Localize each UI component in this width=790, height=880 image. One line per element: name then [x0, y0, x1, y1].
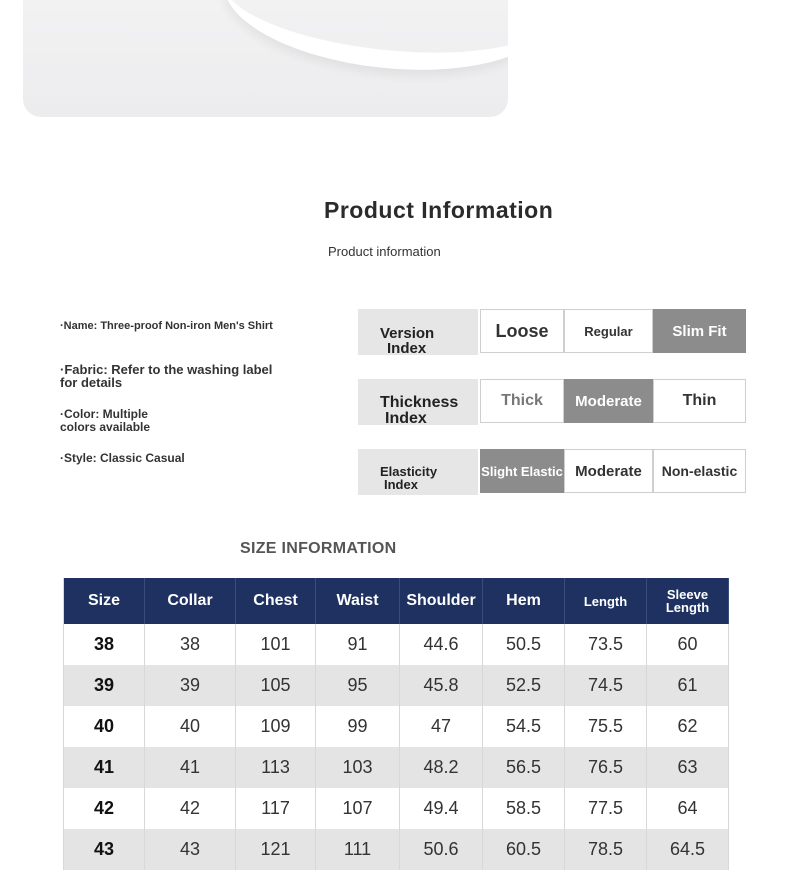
attribute-fabric: ·Fabric: Refer to the washing label for details	[60, 362, 273, 390]
column-header-chest: Chest	[236, 578, 316, 624]
table-cell: 76.5	[565, 747, 647, 788]
table-cell: 47	[400, 706, 483, 747]
table-cell: 42	[64, 788, 145, 829]
column-header-shoulder: Shoulder	[400, 578, 483, 624]
table-cell: 113	[236, 747, 316, 788]
table-cell: 56.5	[483, 747, 565, 788]
table-cell: 64.5	[647, 829, 729, 870]
table-cell: 48.2	[400, 747, 483, 788]
table-cell: 41	[145, 747, 236, 788]
table-cell: 101	[236, 624, 316, 665]
column-header-length: Length	[565, 578, 647, 624]
column-header-size: Size	[64, 578, 145, 624]
table-cell: 50.5	[483, 624, 565, 665]
table-cell: 77.5	[565, 788, 647, 829]
size-table	[63, 578, 729, 870]
table-cell: 61	[647, 665, 729, 706]
table-cell: 39	[64, 665, 145, 706]
table-cell: 52.5	[483, 665, 565, 706]
table-cell: 60	[647, 624, 729, 665]
version-option-loose: Loose	[480, 309, 564, 353]
table-cell: 107	[316, 788, 400, 829]
table-cell: 42	[145, 788, 236, 829]
table-cell: 103	[316, 747, 400, 788]
table-cell: 44.6	[400, 624, 483, 665]
table-cell: 117	[236, 788, 316, 829]
table-cell: 41	[64, 747, 145, 788]
table-cell: 38	[145, 624, 236, 665]
table-cell: 60.5	[483, 829, 565, 870]
thickness-option-moderate: Moderate	[564, 379, 653, 423]
version-option-slim-fit: Slim Fit	[653, 309, 746, 353]
page-title: Product Information	[324, 197, 554, 223]
table-row	[64, 788, 729, 829]
index-label-line: Elasticity	[380, 464, 438, 479]
table-cell: 73.5	[565, 624, 647, 665]
column-header-waist: Waist	[316, 578, 400, 624]
elasticity-option-non-elastic: Non-elastic	[653, 449, 746, 493]
page-subtitle: Product information	[328, 244, 441, 259]
table-cell: 62	[647, 706, 729, 747]
index-label-line: Index	[385, 410, 427, 427]
index-label-line: Version	[380, 325, 435, 342]
table-cell: 111	[316, 829, 400, 870]
table-cell: 43	[64, 829, 145, 870]
elasticity-index-label	[358, 449, 478, 495]
table-cell: 75.5	[565, 706, 647, 747]
attribute-name: ·Name: Three-proof Non-iron Men's Shirt	[60, 320, 273, 332]
table-cell: 40	[64, 706, 145, 747]
table-cell: 121	[236, 829, 316, 870]
table-cell: 63	[647, 747, 729, 788]
table-row	[64, 747, 729, 788]
table-cell: 58.5	[483, 788, 565, 829]
column-header-hem: Hem	[483, 578, 565, 624]
product-photo	[23, 0, 508, 117]
elasticity-option-moderate: Moderate	[564, 449, 653, 493]
table-cell: 99	[316, 706, 400, 747]
attribute-color: ·Color: Multiple colors available	[60, 407, 151, 434]
column-header-sleeve-length: Sleeve Length	[647, 578, 729, 624]
table-cell: 91	[316, 624, 400, 665]
thickness-option-thin: Thin	[653, 379, 746, 423]
table-cell: 39	[145, 665, 236, 706]
table-cell: 105	[236, 665, 316, 706]
size-table-header	[64, 578, 729, 624]
version-index-row	[358, 309, 746, 355]
elasticity-index-row	[358, 449, 746, 495]
table-cell: 49.4	[400, 788, 483, 829]
version-index-label	[358, 309, 478, 355]
table-cell: 38	[64, 624, 145, 665]
table-cell: 95	[316, 665, 400, 706]
table-cell: 78.5	[565, 829, 647, 870]
table-row	[64, 624, 729, 665]
index-label-line: Thickness	[380, 394, 459, 411]
thickness-index-label	[358, 379, 478, 425]
shirt-fold-shape	[217, 0, 508, 85]
table-row	[64, 665, 729, 706]
table-cell: 74.5	[565, 665, 647, 706]
table-cell: 109	[236, 706, 316, 747]
thickness-option-thick: Thick	[480, 379, 564, 423]
attribute-style: ·Style: Classic Casual	[60, 451, 185, 465]
thickness-index-row	[358, 379, 746, 425]
table-cell: 64	[647, 788, 729, 829]
version-option-regular: Regular	[564, 309, 653, 353]
table-cell: 50.6	[400, 829, 483, 870]
size-section-title: SIZE INFORMATION	[240, 540, 397, 557]
table-row	[64, 706, 729, 747]
table-cell: 54.5	[483, 706, 565, 747]
index-label-line: Index	[387, 340, 427, 357]
table-cell: 43	[145, 829, 236, 870]
table-cell: 40	[145, 706, 236, 747]
index-label-line: Index	[384, 477, 418, 492]
table-cell: 45.8	[400, 665, 483, 706]
elasticity-option-slight-elastic: Slight Elastic	[480, 449, 564, 493]
column-header-collar: Collar	[145, 578, 236, 624]
table-row	[64, 829, 729, 870]
